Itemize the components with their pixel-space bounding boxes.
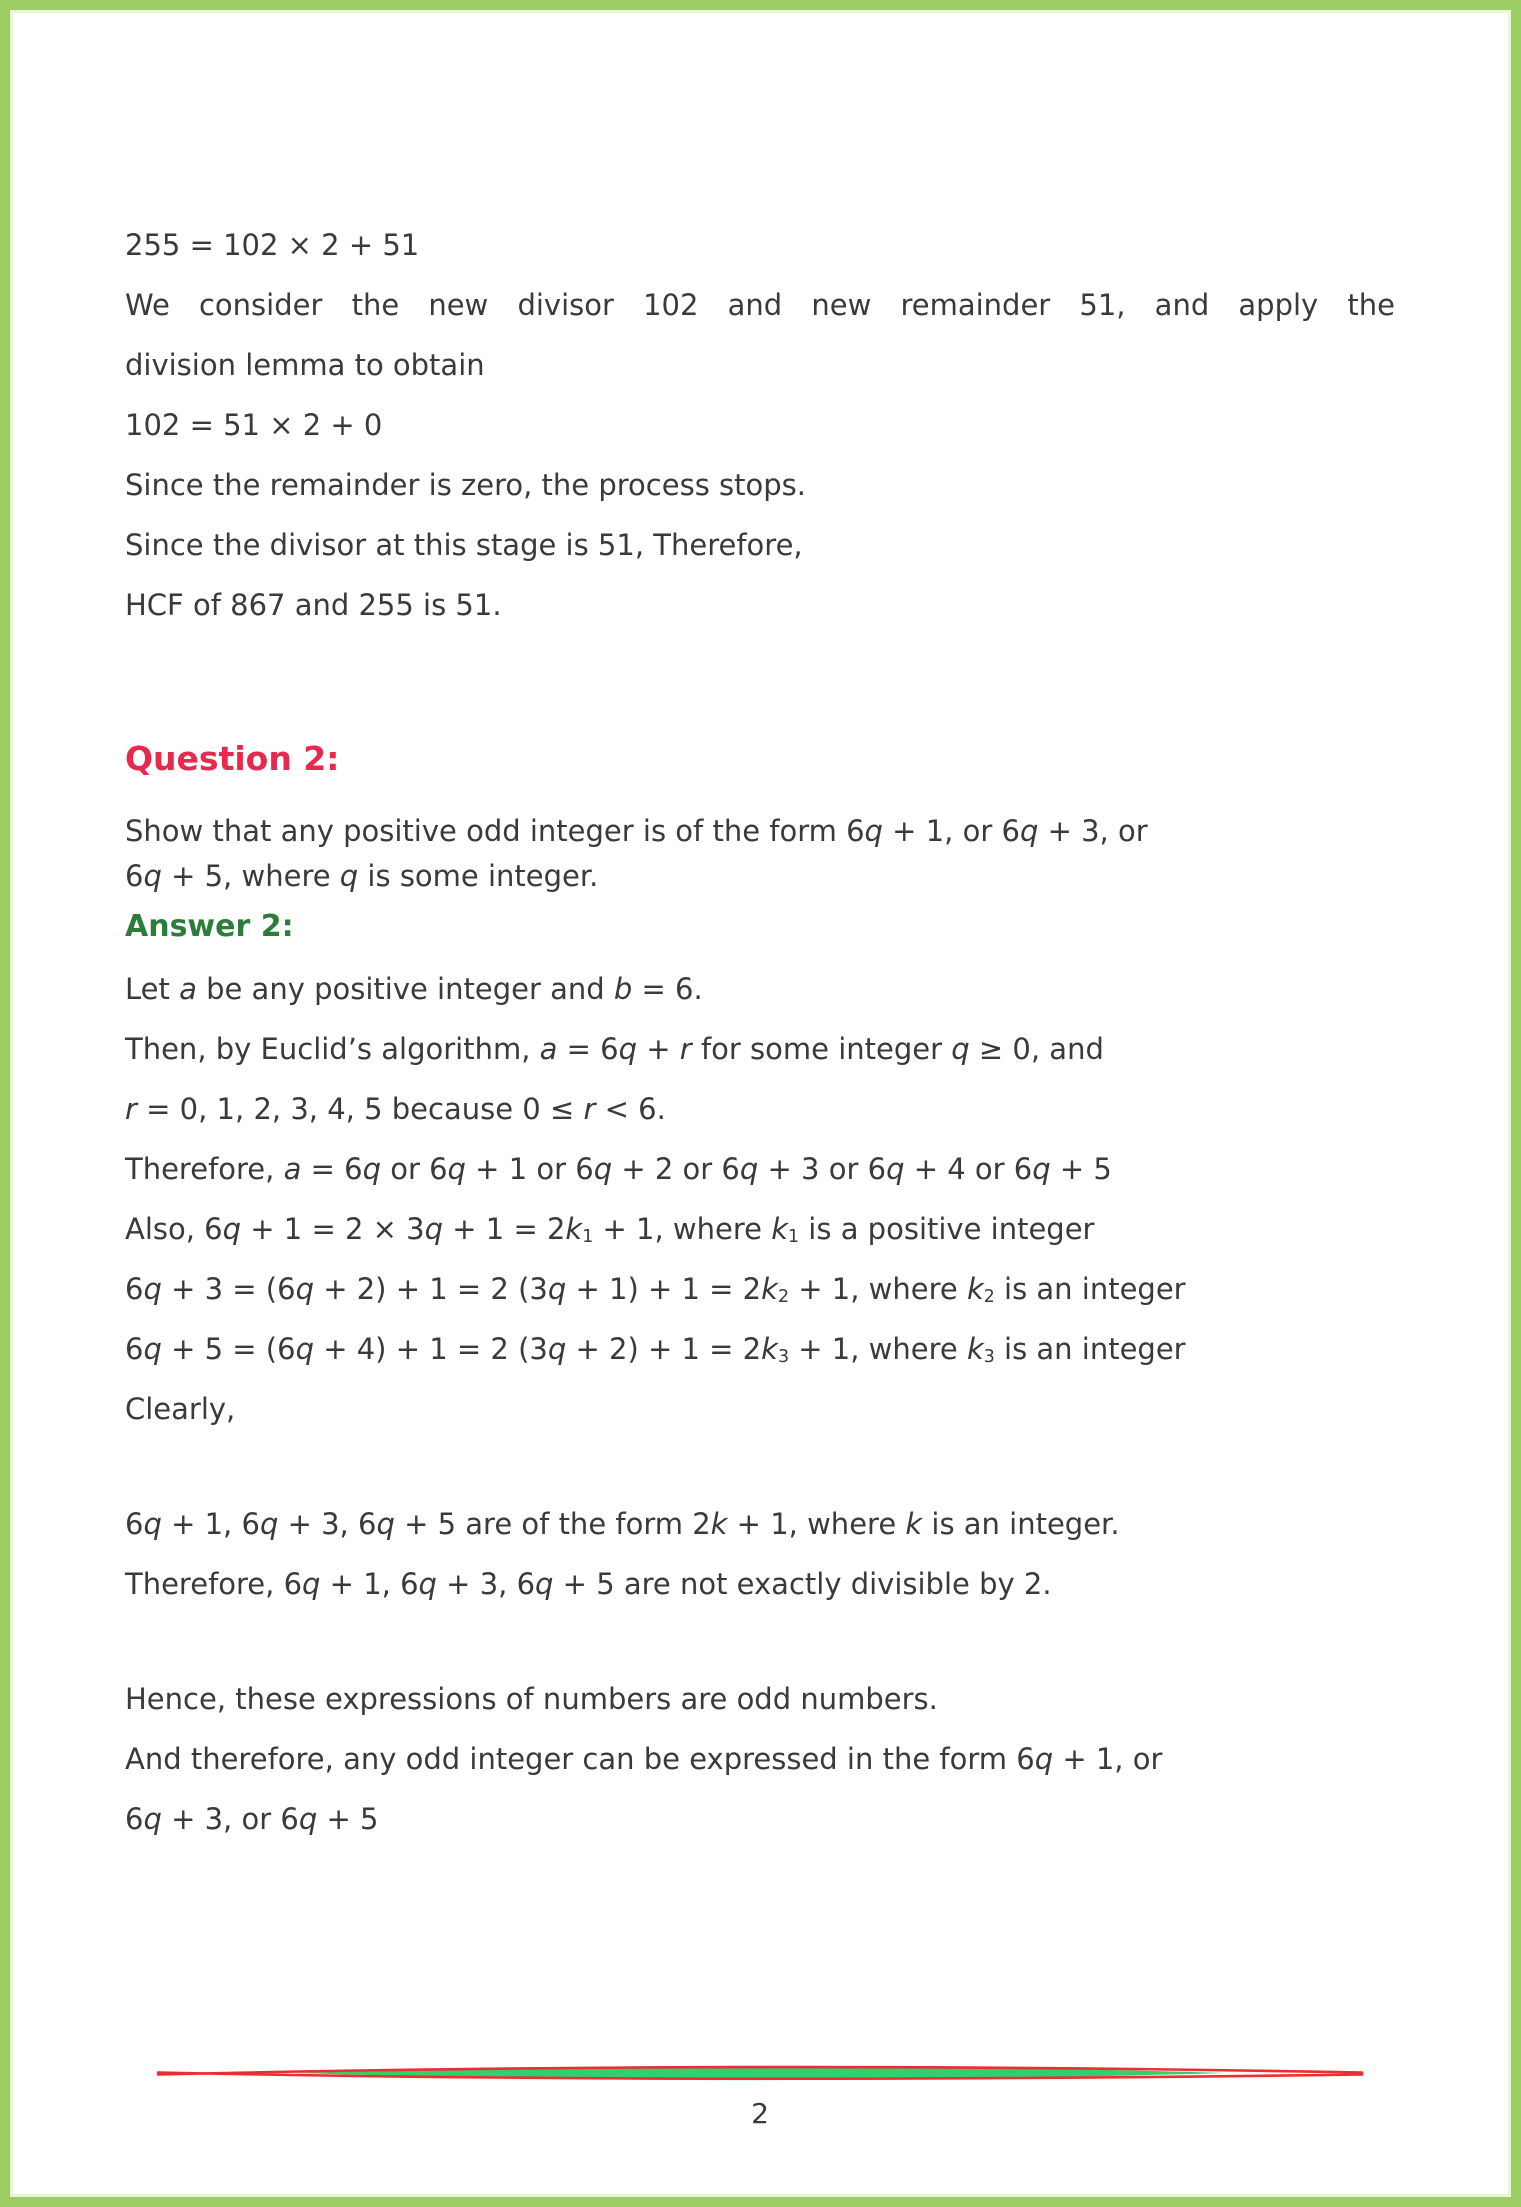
text-line: r = 0, 1, 2, 3, 4, 5 because 0 ≤ r < 6. <box>125 1092 666 1126</box>
question-text-line: 6q + 5, where q is some integer. <box>125 859 599 893</box>
text-line: Clearly, <box>125 1392 236 1426</box>
text-line: 6q + 1, 6q + 3, 6q + 5 are of the form 2k + 1, where k is an integer. <box>125 1507 1120 1541</box>
text-line: 6q + 3 = (6q + 2) + 1 = 2 $(3q + 1) + 1 = 2k_2 + 1$, where $k_2$ is an integer <box>125 1272 1186 1308</box>
text-line: We consider the new divisor 102 and new remainder 51, and apply the <box>125 288 1395 322</box>
text-line: Therefore, 6q + 1, 6q + 3, 6q + 5 are not exactly divisible by 2. <box>125 1567 1052 1601</box>
answer-heading: Answer 2: <box>125 909 294 944</box>
divider-lens-ornament-icon <box>155 2060 1365 2086</box>
text-line: And therefore, any odd integer can be expressed in the form 6q + 1, or <box>125 1742 1163 1776</box>
text-line: Let a be any positive integer and b = 6. <box>125 972 703 1006</box>
text-line: HCF of 867 and 255 is 51. <box>125 588 502 622</box>
text-line: 6q + 3, or 6q + 5 <box>125 1802 379 1836</box>
page-divider <box>125 2060 1395 2086</box>
text-line: 255 = 102 × 2 + 51 <box>125 228 420 262</box>
text-line: Since the remainder is zero, the process stops. <box>125 468 806 502</box>
text-line: division lemma to obtain <box>125 348 485 382</box>
text-line: Therefore, a = 6q or 6q + 1 or 6q + 2 or 6q + 3 or 6q + 4 or 6q + 5 <box>125 1152 1112 1186</box>
question-heading: Question 2: <box>125 739 340 778</box>
text-line: Then, by Euclid’s algorithm, a = 6q + r for some integer q ≥ 0, and <box>125 1032 1104 1066</box>
text-line: Hence, these expressions of numbers are odd numbers. <box>125 1682 938 1716</box>
text-line: Also, $6q + 1 = 2 \times 3q + 1 = 2k_1 + 1$, where $k_1$ is a positive integer <box>125 1212 1095 1248</box>
document-content <box>125 215 1395 1849</box>
page-number: 2 <box>751 2097 769 2130</box>
text-line: 6q + 5 = (6q + 4) + 1 = 2 $(3q + 2) + 1 = 2k_3 + 1$, where $k_3$ is an integer <box>125 1332 1186 1368</box>
question-text-line: Show that any positive odd integer is of the form 6q + 1, or 6q + 3, or <box>125 814 1148 848</box>
text-line: Since the divisor at this stage is 51, Therefore, <box>125 528 803 562</box>
text-line: 102 = 51 × 2 + 0 <box>125 408 383 442</box>
